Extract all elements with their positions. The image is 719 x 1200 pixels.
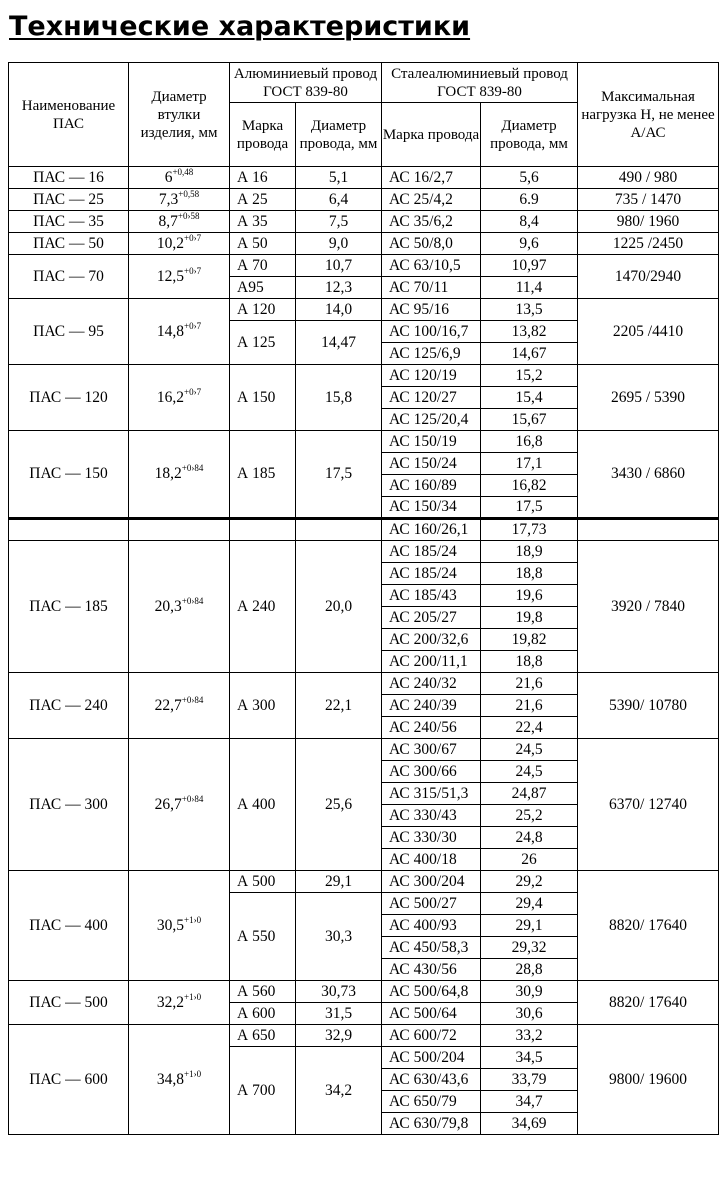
cell-ac-mark: АС 315/51,3 [382, 783, 481, 805]
cell-sleeve-diameter [129, 431, 230, 519]
sleeve-tolerance: +0›84 [181, 694, 204, 705]
cell-ac-diameter: 28,8 [481, 959, 578, 981]
cell-sleeve-diameter [129, 519, 230, 541]
cell-ac-diameter: 29,1 [481, 915, 578, 937]
cell-sleeve-diameter [129, 255, 230, 299]
table-row [9, 981, 719, 1003]
cell-al-mark: А 650 [230, 1025, 296, 1047]
cell-sleeve-diameter [129, 981, 230, 1025]
cell-ac-diameter: 30,6 [481, 1003, 578, 1025]
cell-max-load: 6370/ 12740 [578, 739, 719, 871]
cell-ac-diameter: 34,69 [481, 1113, 578, 1135]
cell-ac-diameter: 13,82 [481, 321, 578, 343]
cell-max-load: 3430 / 6860 [578, 431, 719, 519]
col-header-aluminium: Алюминиевый провод ГОСТ 839-80 [230, 63, 382, 103]
cell-ac-mark: АС 120/27 [382, 387, 481, 409]
cell-name: ПАС — 25 [9, 189, 129, 211]
cell-sleeve-diameter [129, 673, 230, 739]
cell-al-diameter: 20,0 [296, 541, 382, 673]
cell-name: ПАС — 95 [9, 299, 129, 365]
sleeve-base: 10,2 [156, 234, 185, 252]
cell-name: ПАС — 500 [9, 981, 129, 1025]
cell-ac-diameter: 15,2 [481, 365, 578, 387]
cell-ac-mark: АС 100/16,7 [382, 321, 481, 343]
cell-ac-mark: АС 160/26,1 [382, 519, 481, 541]
table-row [9, 167, 719, 189]
cell-al-diameter: 5,1 [296, 167, 382, 189]
cell-name: ПАС — 35 [9, 211, 129, 233]
cell-ac-diameter: 29,32 [481, 937, 578, 959]
cell-ac-mark: АС 150/24 [382, 453, 481, 475]
cell-ac-mark: АС 185/24 [382, 563, 481, 585]
cell-name: ПАС — 185 [9, 541, 129, 673]
table-row [9, 739, 719, 761]
cell-ac-diameter: 30,9 [481, 981, 578, 1003]
cell-max-load: 5390/ 10780 [578, 673, 719, 739]
cell-sleeve-diameter [129, 541, 230, 673]
cell-ac-diameter: 17,5 [481, 497, 578, 519]
cell-name: ПАС — 600 [9, 1025, 129, 1135]
cell-al-diameter: 9,0 [296, 233, 382, 255]
cell-al-diameter: 34,2 [296, 1047, 382, 1135]
cell-ac-mark: АС 205/27 [382, 607, 481, 629]
sleeve-tolerance: +0›7 [184, 320, 202, 331]
cell-ac-diameter: 25,2 [481, 805, 578, 827]
sleeve-base: 32,2 [156, 993, 185, 1011]
cell-ac-mark: АС 63/10,5 [382, 255, 481, 277]
cell-al-diameter: 12,3 [296, 277, 382, 299]
cell-sleeve-diameter [129, 299, 230, 365]
cell-al-mark: А 500 [230, 871, 296, 893]
cell-al-diameter: 25,6 [296, 739, 382, 871]
sleeve-tolerance: +0›84 [181, 463, 204, 473]
cell-al-mark: А 120 [230, 299, 296, 321]
cell-ac-mark: АС 95/16 [382, 299, 481, 321]
cell-max-load: 735 / 1470 [578, 189, 719, 211]
sleeve-tolerance: +1›0 [184, 991, 202, 1002]
table-row [9, 255, 719, 277]
cell-sleeve-diameter [129, 211, 230, 233]
cell-ac-mark: АС 500/27 [382, 893, 481, 915]
cell-name: ПАС — 120 [9, 365, 129, 431]
cell-sleeve-diameter [129, 365, 230, 431]
cell-ac-mark: АС 70/11 [382, 277, 481, 299]
cell-ac-mark: АС 150/34 [382, 497, 481, 519]
cell-al-diameter: 6,4 [296, 189, 382, 211]
cell-ac-diameter: 34,5 [481, 1047, 578, 1069]
cell-ac-mark: АС 330/30 [382, 827, 481, 849]
col-header-al-mark: Марка провода [230, 103, 296, 167]
cell-ac-mark: АС 120/19 [382, 365, 481, 387]
sleeve-base: 7,3 [158, 190, 179, 208]
cell-ac-diameter: 9,6 [481, 233, 578, 255]
cell-al-mark: А 35 [230, 211, 296, 233]
sleeve-base: 20,3 [154, 597, 182, 615]
cell-ac-mark: АС 125/20,4 [382, 409, 481, 431]
cell-ac-diameter: 8,4 [481, 211, 578, 233]
cell-al-mark: А 125 [230, 321, 296, 365]
cell-ac-mark: АС 300/204 [382, 871, 481, 893]
cell-sleeve-diameter [129, 1025, 230, 1135]
cell-sleeve-diameter [129, 167, 230, 189]
cell-al-diameter: 15,8 [296, 365, 382, 431]
cell-ac-diameter: 34,7 [481, 1091, 578, 1113]
cell-ac-diameter: 26 [481, 849, 578, 871]
cell-name: ПАС — 400 [9, 871, 129, 981]
cell-ac-diameter: 17,1 [481, 453, 578, 475]
cell-al-diameter: 17,5 [296, 431, 382, 519]
cell-ac-diameter: 33,2 [481, 1025, 578, 1047]
cell-ac-mark: АС 400/18 [382, 849, 481, 871]
sleeve-tolerance: +0›84 [181, 595, 204, 606]
cell-ac-diameter: 33,79 [481, 1069, 578, 1091]
cell-ac-mark: АС 200/32,6 [382, 629, 481, 651]
cell-ac-diameter: 15,67 [481, 409, 578, 431]
table-row [9, 233, 719, 255]
sleeve-tolerance: +1›0 [184, 914, 202, 925]
cell-ac-diameter: 16,8 [481, 431, 578, 453]
cell-name: ПАС — 240 [9, 673, 129, 739]
cell-ac-diameter: 24,5 [481, 739, 578, 761]
spec-table [8, 62, 719, 1135]
sleeve-base: 30,5 [156, 916, 185, 934]
table-row [9, 189, 719, 211]
sleeve-base: 14,8 [156, 322, 185, 340]
cell-ac-diameter: 18,8 [481, 563, 578, 585]
cell-al-mark: А 400 [230, 739, 296, 871]
table-row [9, 519, 719, 541]
cell-al-diameter: 14,0 [296, 299, 382, 321]
cell-al-diameter: 14,47 [296, 321, 382, 365]
cell-al-mark: А95 [230, 277, 296, 299]
sleeve-tolerance: +0›7 [184, 265, 202, 276]
table-row [9, 673, 719, 695]
cell-al-mark: А 550 [230, 893, 296, 981]
col-header-al-diameter: Диаметр провода, мм [296, 103, 382, 167]
cell-ac-mark: АС 185/24 [382, 541, 481, 563]
cell-max-load: 490 / 980 [578, 167, 719, 189]
cell-al-diameter [296, 519, 382, 541]
cell-al-diameter: 30,3 [296, 893, 382, 981]
cell-ac-diameter: 17,73 [481, 519, 578, 541]
col-header-ac-mark: Марка провода [382, 103, 481, 167]
cell-ac-mark: АС 500/64 [382, 1003, 481, 1025]
cell-sleeve-diameter [129, 189, 230, 211]
cell-ac-mark: АС 240/39 [382, 695, 481, 717]
cell-al-diameter: 10,7 [296, 255, 382, 277]
cell-ac-diameter: 10,97 [481, 255, 578, 277]
cell-al-mark: А 600 [230, 1003, 296, 1025]
cell-max-load: 1470/2940 [578, 255, 719, 299]
cell-name: ПАС — 50 [9, 233, 129, 255]
cell-max-load: 980/ 1960 [578, 211, 719, 233]
cell-ac-diameter: 19,8 [481, 607, 578, 629]
cell-al-mark: А 16 [230, 167, 296, 189]
sleeve-tolerance: +0›84 [181, 793, 204, 804]
cell-ac-diameter: 18,9 [481, 541, 578, 563]
cell-max-load: 2205 /4410 [578, 299, 719, 365]
cell-ac-mark: АС 185/43 [382, 585, 481, 607]
cell-ac-diameter: 19,82 [481, 629, 578, 651]
cell-ac-diameter: 16,82 [481, 475, 578, 497]
cell-al-mark: А 300 [230, 673, 296, 739]
cell-ac-mark: АС 450/58,3 [382, 937, 481, 959]
sleeve-tolerance: +0›58 [177, 210, 200, 221]
cell-sleeve-diameter [129, 739, 230, 871]
cell-al-mark: А 150 [230, 365, 296, 431]
cell-ac-mark: АС 400/93 [382, 915, 481, 937]
cell-name: ПАС — 70 [9, 255, 129, 299]
cell-ac-diameter: 6.9 [481, 189, 578, 211]
cell-ac-mark: АС 50/8,0 [382, 233, 481, 255]
cell-ac-diameter: 21,6 [481, 695, 578, 717]
sleeve-base: 26,7 [154, 795, 182, 813]
cell-ac-diameter: 5,6 [481, 167, 578, 189]
cell-al-mark: А 185 [230, 431, 296, 519]
table-row [9, 871, 719, 893]
cell-ac-diameter: 29,4 [481, 893, 578, 915]
cell-ac-diameter: 13,5 [481, 299, 578, 321]
table-row [9, 1025, 719, 1047]
page-title: Технические характеристики [9, 11, 471, 42]
cell-max-load: 2695 / 5390 [578, 365, 719, 431]
cell-ac-diameter: 18,8 [481, 651, 578, 673]
col-header-name: Наименование ПАС [9, 63, 129, 167]
cell-al-diameter: 22,1 [296, 673, 382, 739]
cell-al-diameter: 32,9 [296, 1025, 382, 1047]
cell-al-diameter: 30,73 [296, 981, 382, 1003]
cell-sleeve-diameter [129, 871, 230, 981]
sleeve-tolerance: +0›7 [184, 386, 202, 397]
table-row [9, 541, 719, 563]
cell-ac-diameter: 24,8 [481, 827, 578, 849]
cell-ac-mark: АС 630/43,6 [382, 1069, 481, 1091]
cell-ac-diameter: 19,6 [481, 585, 578, 607]
cell-al-mark: А 700 [230, 1047, 296, 1135]
cell-ac-diameter: 24,5 [481, 761, 578, 783]
cell-ac-mark: АС 16/2,7 [382, 167, 481, 189]
sleeve-base: 22,7 [154, 696, 182, 714]
sleeve-tolerance: +0,48 [172, 166, 194, 177]
cell-ac-mark: АС 600/72 [382, 1025, 481, 1047]
cell-ac-mark: АС 650/79 [382, 1091, 481, 1113]
sleeve-tolerance: +0,58 [178, 188, 200, 199]
table-row [9, 365, 719, 387]
cell-ac-mark: АС 160/89 [382, 475, 481, 497]
col-header-load: Максимальная нагрузка Н, не менее А/АС [578, 63, 719, 167]
cell-ac-mark: АС 240/32 [382, 673, 481, 695]
cell-ac-mark: АС 200/11,1 [382, 651, 481, 673]
cell-name: ПАС — 16 [9, 167, 129, 189]
sleeve-base: 16,2 [156, 388, 185, 406]
cell-ac-diameter: 14,67 [481, 343, 578, 365]
sleeve-base: 6 [164, 168, 173, 186]
cell-ac-mark: АС 25/4,2 [382, 189, 481, 211]
cell-ac-mark: АС 240/56 [382, 717, 481, 739]
cell-ac-diameter: 15,4 [481, 387, 578, 409]
cell-al-mark: А 240 [230, 541, 296, 673]
sleeve-tolerance: +1›0 [184, 1068, 202, 1079]
cell-ac-mark: АС 150/19 [382, 431, 481, 453]
cell-ac-mark: АС 330/43 [382, 805, 481, 827]
cell-al-diameter: 7,5 [296, 211, 382, 233]
cell-ac-diameter: 22,4 [481, 717, 578, 739]
sleeve-base: 8,7 [158, 212, 178, 230]
cell-ac-mark: АС 500/64,8 [382, 981, 481, 1003]
cell-ac-mark: АС 35/6,2 [382, 211, 481, 233]
cell-al-mark [230, 519, 296, 541]
cell-ac-diameter: 24,87 [481, 783, 578, 805]
cell-ac-mark: АС 300/67 [382, 739, 481, 761]
cell-ac-mark: АС 125/6,9 [382, 343, 481, 365]
cell-max-load: 8820/ 17640 [578, 981, 719, 1025]
cell-ac-mark: АС 630/79,8 [382, 1113, 481, 1135]
cell-ac-mark: АС 430/56 [382, 959, 481, 981]
sleeve-base: 18,2 [154, 465, 182, 482]
header-row-1 [9, 63, 719, 103]
cell-ac-diameter: 11,4 [481, 277, 578, 299]
col-header-ac-diameter: Диаметр провода, мм [481, 103, 578, 167]
cell-max-load: 8820/ 17640 [578, 871, 719, 981]
table-row [9, 299, 719, 321]
cell-max-load: 9800/ 19600 [578, 1025, 719, 1135]
cell-name [9, 519, 129, 541]
cell-max-load: 3920 / 7840 [578, 541, 719, 673]
sleeve-base: 12,5 [156, 267, 185, 285]
cell-al-mark: А 25 [230, 189, 296, 211]
cell-al-diameter: 31,5 [296, 1003, 382, 1025]
cell-name: ПАС — 300 [9, 739, 129, 871]
col-header-sleeve: Диаметр втулки изделия, мм [129, 63, 230, 167]
cell-max-load [578, 519, 719, 541]
cell-ac-mark: АС 500/204 [382, 1047, 481, 1069]
cell-al-mark: А 70 [230, 255, 296, 277]
cell-ac-diameter: 21,6 [481, 673, 578, 695]
col-header-steel-aluminium: Сталеалюминиевый провод ГОСТ 839-80 [382, 63, 578, 103]
cell-al-mark: А 50 [230, 233, 296, 255]
cell-ac-mark: АС 300/66 [382, 761, 481, 783]
cell-sleeve-diameter [129, 233, 230, 255]
cell-max-load: 1225 /2450 [578, 233, 719, 255]
sleeve-base: 34,8 [156, 1070, 185, 1088]
cell-al-diameter: 29,1 [296, 871, 382, 893]
sleeve-tolerance: +0›7 [184, 232, 202, 243]
table-row [9, 431, 719, 453]
cell-ac-diameter: 29,2 [481, 871, 578, 893]
table-row [9, 211, 719, 233]
cell-al-mark: А 560 [230, 981, 296, 1003]
cell-name: ПАС — 150 [9, 431, 129, 519]
